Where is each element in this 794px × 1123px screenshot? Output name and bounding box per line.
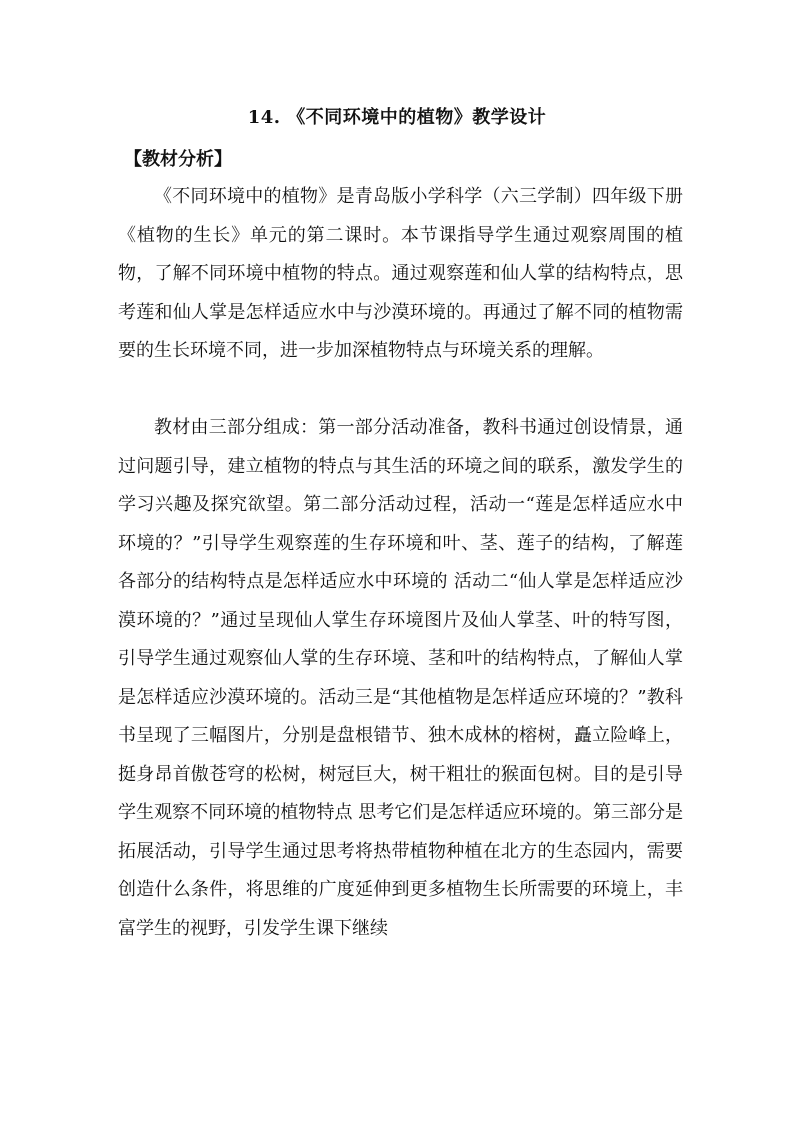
section-heading-textbook-analysis: 【教材分析】 <box>124 149 232 170</box>
document-title: 14. 《不同环境中的植物》教学设计 <box>247 107 547 128</box>
paragraph-1: 《不同环境中的植物》是青岛版小学科学（六三学制）四年级下册《植物的生长》单元的第二课时。本节课指导学生通过观察周围的植物，了解不同环境中植物的特点。通过观察莲和仙人掌的结构特点，思考莲和仙人掌是怎样适应水中与沙漠环境的。再通过了解不同的植物需要的生长环境不同，进一步加深植物特点与环境关系的理解。 <box>118 186 683 361</box>
paragraph-2: 教材由三部分组成：第一部分活动准备，教科书通过创设情景，通过问题引导，建立植物的特点与其生活的环境之间的联系，激发学生的学习兴趣及探究欲望。第二部分活动过程，活动一“莲是怎样适应水中环境的？”引导学生观察莲的生存环境和叶、茎、莲子的结构，了解莲各部分的结构特点是怎样适应水中环境的 活动二“仙人掌是怎样适应沙漠环境的？”通过呈现仙人掌生存环境图片及仙人掌茎、叶的特写图，引导学生通过观察仙人掌的生存环境、茎和叶的结构特点，了解仙人掌是怎样适应沙漠环境的。活动三是“其他植物是怎样适应环境的？”教科书呈现了三幅图片，分别是盘根错节、独木成林的榕树，矗立险峰上， 挺身昂首傲苍穹的松树，树冠巨大，树干粗壮的猴面包树。目的是引导学生观察不同环境的植物特点 思考它们是怎样适应环境的。第三部分是拓展活动，引导学生通过思考将热带植物种植在北方的生态园内，需要创造什么条件，将思维的广度延伸到更多植物生长所需要的环境上，丰富学生的视野，引发学生课下继续 <box>118 417 683 939</box>
